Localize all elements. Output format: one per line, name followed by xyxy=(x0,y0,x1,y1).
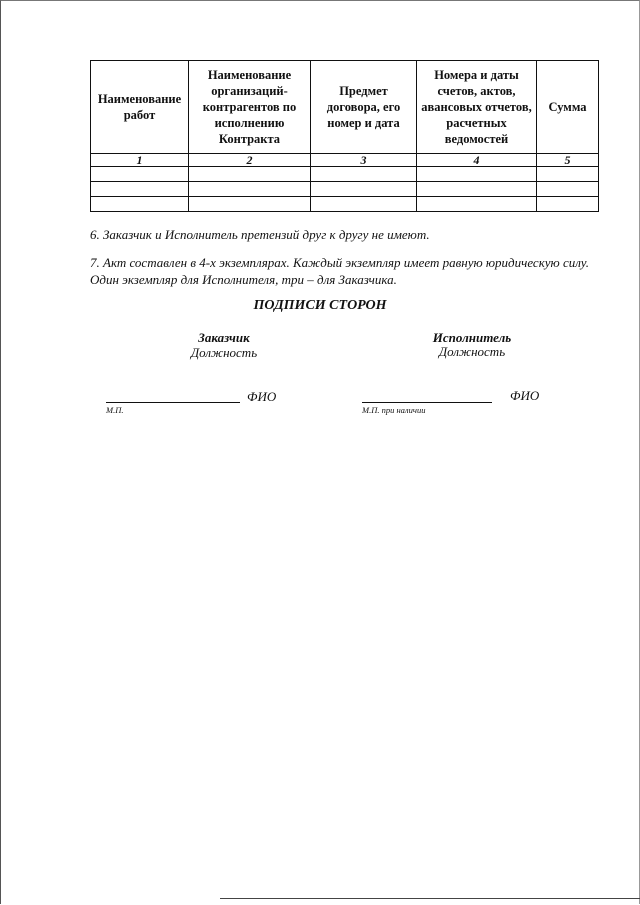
contractor-role: Должность xyxy=(438,344,506,359)
clause-7-line-2: Один экземпляр для Исполнителя, три – для Заказчика. xyxy=(90,272,397,287)
column-number-4: 4 xyxy=(417,154,537,167)
table-row xyxy=(91,182,599,197)
clause-6: 6. Заказчик и Исполнитель претензий друг к другу не имеют. xyxy=(90,227,430,242)
table-cell xyxy=(311,167,417,182)
table-header-row xyxy=(91,61,599,154)
table-row xyxy=(91,167,599,182)
column-number-5: 5 xyxy=(537,154,599,167)
table-cell xyxy=(537,197,599,212)
table-cell xyxy=(537,182,599,197)
table-cell xyxy=(537,167,599,182)
customer-fio: ФИО xyxy=(247,389,277,404)
table-cell xyxy=(91,197,189,212)
header-amount: Сумма xyxy=(537,61,599,154)
page-edge-mark xyxy=(220,898,640,899)
clause-7-line-1: 7. Акт составлен в 4-х экземплярах. Каждый экземпляр имеет равную юридическую силу. xyxy=(90,255,589,270)
column-number-2: 2 xyxy=(189,154,311,167)
table-cell xyxy=(417,197,537,212)
table-cell xyxy=(189,167,311,182)
table-cell xyxy=(417,182,537,197)
contractor-signature-line xyxy=(362,402,492,403)
table-cell xyxy=(189,182,311,197)
contractors-table xyxy=(90,60,599,212)
header-work-name: Наименование работ xyxy=(91,61,189,154)
customer-role: Должность xyxy=(190,345,258,360)
column-number-row xyxy=(91,154,599,167)
column-number-1: 1 xyxy=(91,154,189,167)
contractor-title: Исполнитель xyxy=(432,330,512,345)
signatures-title: ПОДПИСИ СТОРОН xyxy=(253,298,387,313)
contractor-stamp: М.П. при наличии xyxy=(362,405,426,415)
customer-title: Заказчик xyxy=(198,330,250,345)
table-cell xyxy=(311,182,417,197)
table-cell xyxy=(417,167,537,182)
header-contractor-organizations: Наименование организаций-контрагентов по исполнению Контракта xyxy=(189,61,311,154)
table-cell xyxy=(311,197,417,212)
column-number-3: 3 xyxy=(311,154,417,167)
table-cell xyxy=(189,197,311,212)
table-cell xyxy=(91,167,189,182)
table-row xyxy=(91,197,599,212)
table-cell xyxy=(91,182,189,197)
contractor-fio: ФИО xyxy=(510,388,540,403)
header-contract-subject: Предмет договора, его номер и дата xyxy=(311,61,417,154)
customer-stamp: М.П. xyxy=(106,405,124,415)
customer-signature-line xyxy=(106,402,240,403)
header-document-numbers: Номера и даты счетов, актов, авансовых отчетов, расчетных ведомостей xyxy=(417,61,537,154)
